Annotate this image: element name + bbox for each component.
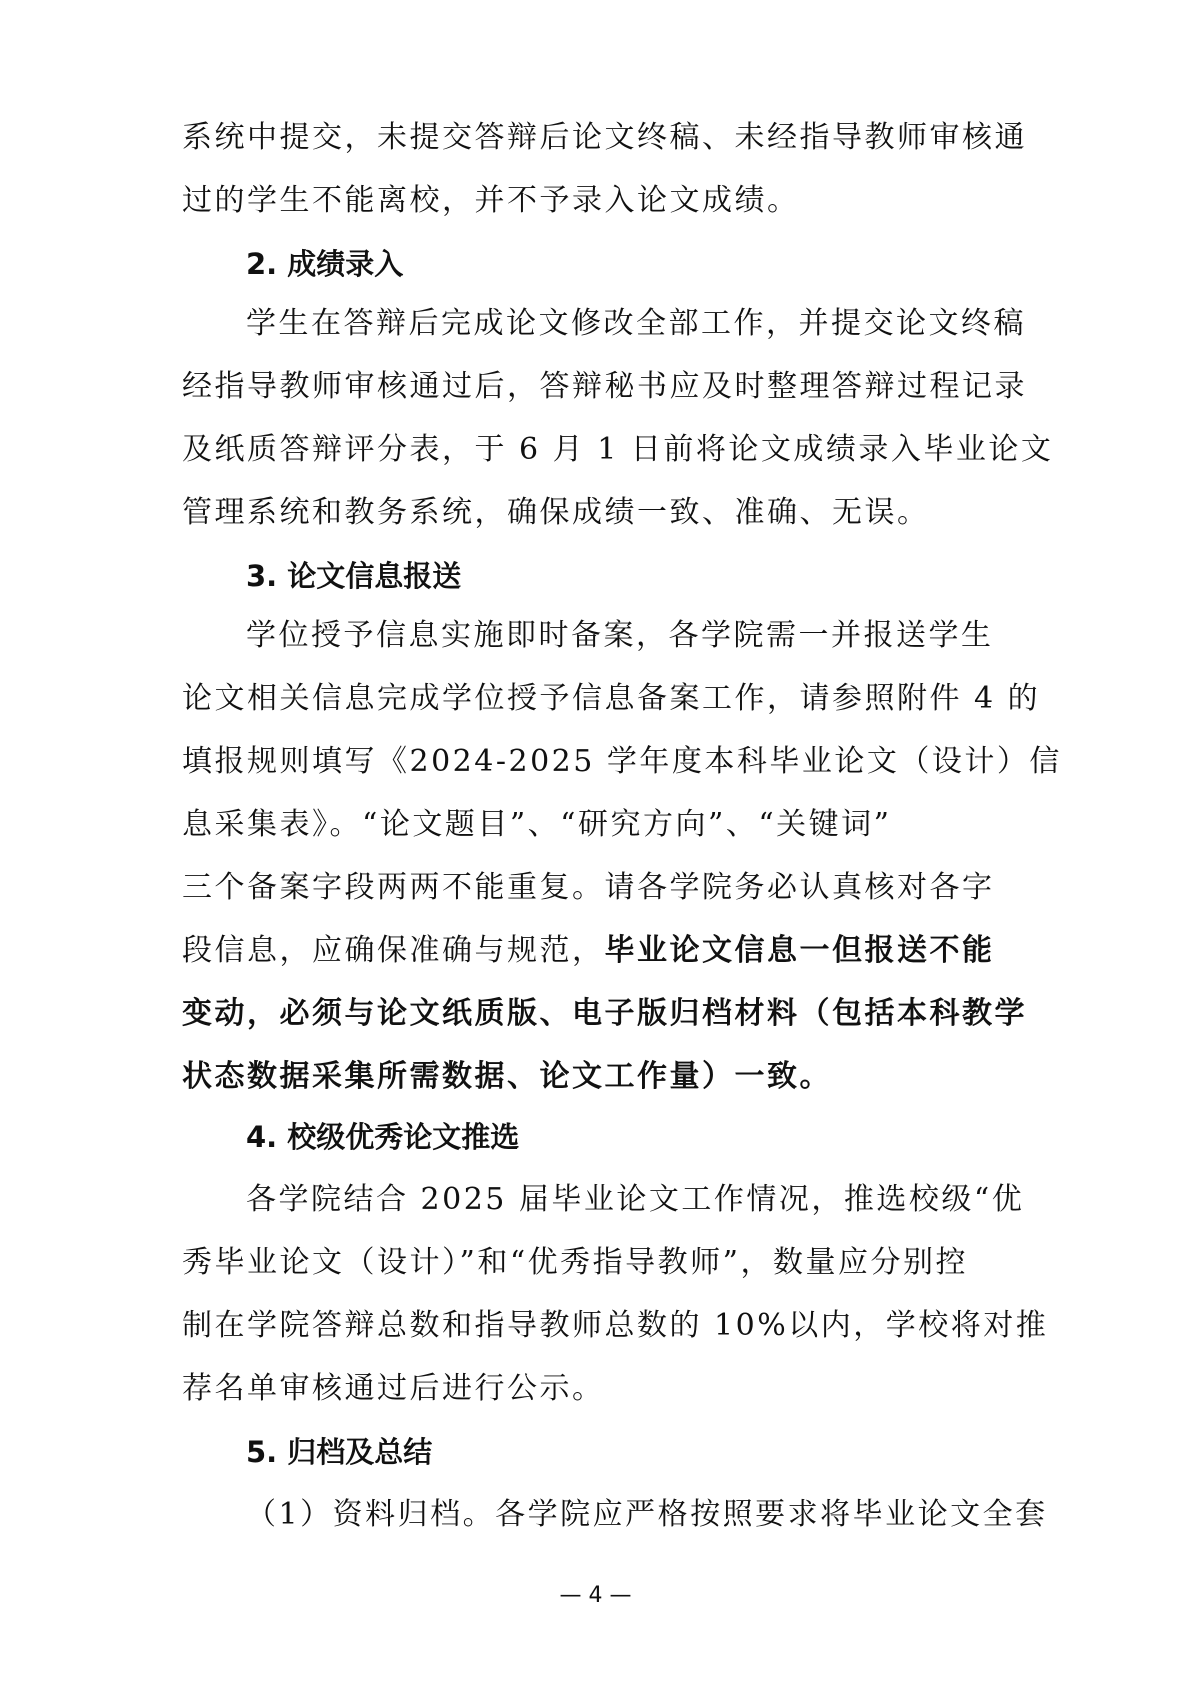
paragraph-line: 论文相关信息完成学位授予信息备案工作，请参照附件 4 的 xyxy=(182,681,1041,716)
paragraph-line: 荐名单审核通过后进行公示。 xyxy=(182,1371,605,1406)
emphasis-line: 变动，必须与论文纸质版、电子版归档材料（包括本科教学 xyxy=(182,996,1027,1031)
page-number: — 4 — xyxy=(559,1583,632,1608)
paragraph-line: 三个备案字段两两不能重复。请各学院务必认真核对各字 xyxy=(182,870,995,905)
emphasis-text: 毕业论文信息一但报送不能 xyxy=(604,933,995,968)
paragraph-line: 过的学生不能离校，并不予录入论文成绩。 xyxy=(182,183,800,218)
paragraph-line: 管理系统和教务系统，确保成绩一致、准确、无误。 xyxy=(182,495,930,530)
paragraph-line: 经指导教师审核通过后，答辩秘书应及时整理答辩过程记录 xyxy=(182,369,1027,404)
paragraph-line: 制在学院答辩总数和指导教师总数的 10%以内，学校将对推 xyxy=(182,1308,1049,1343)
paragraph-line: 及纸质答辩评分表，于 6 月 1 日前将论文成绩录入毕业论文 xyxy=(182,432,1054,467)
paragraph-line: 系统中提交，未提交答辩后论文终稿、未经指导教师审核通 xyxy=(182,120,1027,155)
section-heading-5: 5. 归档及总结 xyxy=(246,1435,433,1469)
paragraph-line: 秀毕业论文（设计）”和“优秀指导教师”，数量应分别控 xyxy=(182,1245,969,1280)
paragraph-line: 各学院结合 2025 届毕业论文工作情况，推选校级“优 xyxy=(246,1182,1025,1217)
paragraph-line xyxy=(182,931,1012,971)
paragraph-text: 段信息，应确保准确与规范， xyxy=(182,933,605,968)
section-heading-4: 4. 校级优秀论文推选 xyxy=(246,1120,520,1154)
paragraph-line: （1）资料归档。各学院应严格按照要求将毕业论文全套 xyxy=(246,1497,1048,1532)
paragraph-line: 填报规则填写《2024-2025 学年度本科毕业论文（设计）信 xyxy=(182,744,1062,779)
paragraph-line: 学位授予信息实施即时备案，各学院需一并报送学生 xyxy=(246,618,994,653)
emphasis-line: 状态数据采集所需数据、论文工作量）一致。 xyxy=(182,1059,832,1094)
section-heading-3: 3. 论文信息报送 xyxy=(246,559,462,593)
section-heading-2: 2. 成绩录入 xyxy=(246,247,404,281)
paragraph-line: 息采集表》。“论文题目”、“研究方向”、“关键词” xyxy=(182,807,892,842)
paragraph-line: 学生在答辩后完成论文修改全部工作，并提交论文终稿 xyxy=(246,306,1026,341)
